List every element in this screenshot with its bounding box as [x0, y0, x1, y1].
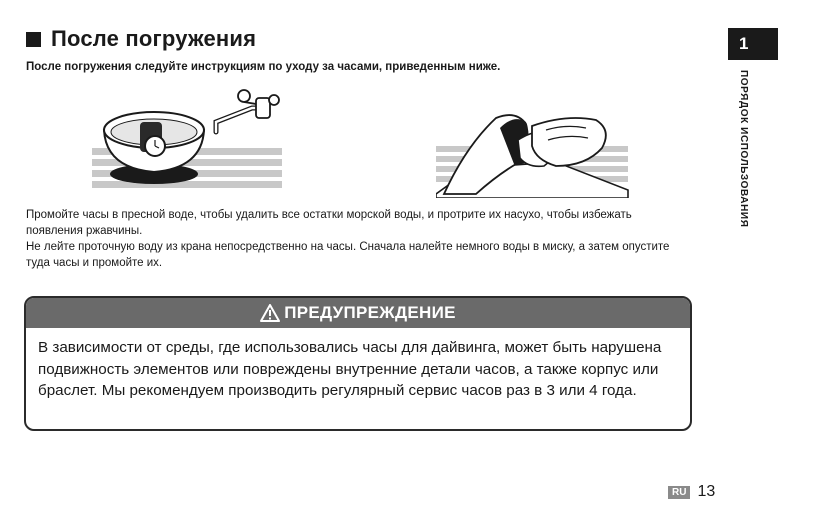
section-title-text: После погружения	[51, 26, 257, 51]
warning-triangle-icon	[260, 304, 280, 322]
page-number: 13	[697, 483, 716, 500]
black-square-icon	[26, 32, 41, 47]
page-footer	[668, 483, 715, 501]
instruction-paragraph-rinse: Промойте часы в пресной воде, чтобы удалить все остатки морской воды, и протрите их насухо, чтобы избежать появления ржавчины.	[26, 209, 632, 237]
bowl-rinse-illustration	[92, 86, 284, 196]
body-text	[26, 207, 691, 271]
section-subtitle: После погружения следуйте инструкциям по уходу за часами, приведенным ниже.	[26, 61, 501, 73]
wipe-watch-illustration	[436, 106, 630, 198]
warning-header	[26, 298, 690, 328]
warning-text: В зависимости от среды, где использовались часы для дайвинга, может быть нарушена подвижность элементов или повреждены внутренние детали часов, а также корпус или браслет. Мы рекомендуем производить регулярный сервис часов раз в 3 или 4 года.	[38, 339, 662, 399]
language-badge: RU	[668, 486, 690, 499]
warning-title: ПРЕДУПРЕЖДЕНИЕ	[284, 303, 456, 322]
chapter-number-tab: 1	[728, 28, 778, 60]
instruction-paragraph-tap: Не лейте проточную воду из крана непосредственно на часы. Сначала налейте немного воды в миску, а затем опустите туда часы и промойте их.	[26, 241, 670, 269]
warning-box	[24, 296, 692, 431]
chapter-label: ПОРЯДОК ИСПОЛЬЗОВАНИЯ	[738, 70, 749, 228]
section-title	[26, 26, 256, 52]
